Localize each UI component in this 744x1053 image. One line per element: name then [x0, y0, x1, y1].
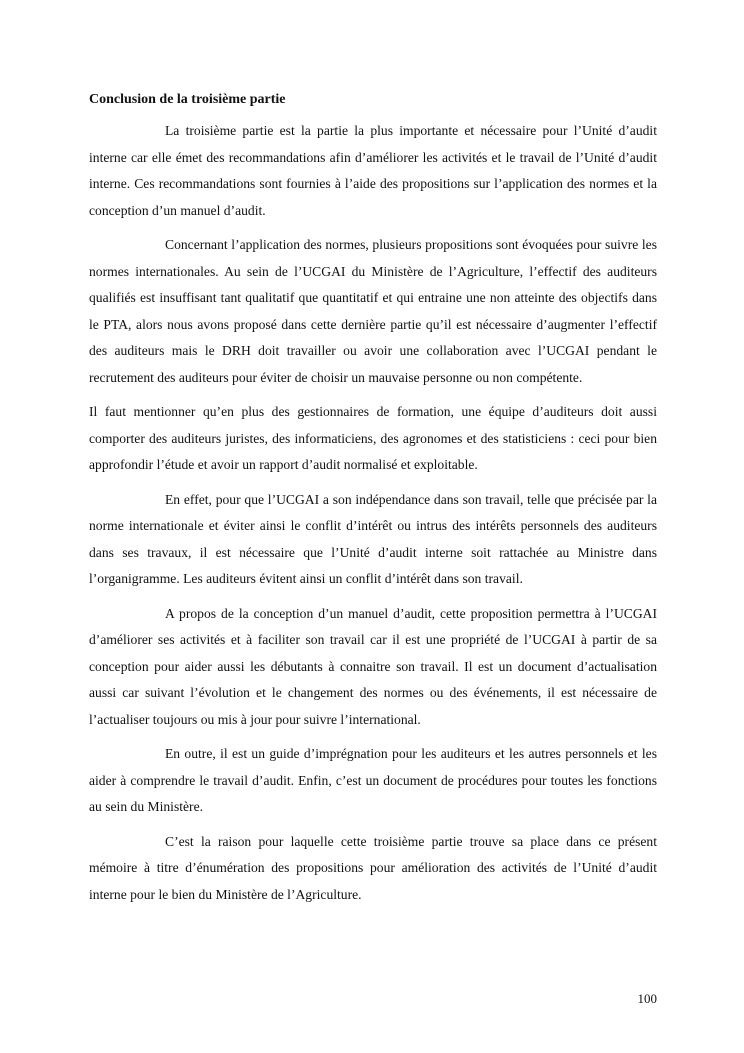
document-page: [89, 90, 657, 916]
paragraph-independence: En effet, pour que l’UCGAI a son indépendance dans son travail, telle que précisée par la norme internationale et éviter ainsi le conflit d’intérêt ou intrus des intérêts personnels des auditeurs dans ses travaux, il est nécessaire que l’Unité d’audit interne soit rattachée au Ministre dans l’organigramme. Les auditeurs évitent ainsi un conflit d’intérêt dans son travail.: [89, 491, 657, 586]
paragraph-manual: A propos de la conception d’un manuel d’audit, cette proposition permettra à l’UCGAI d’améliorer ses activités et à faciliter son travail car il est une propriété de l’UCGAI à partir de sa conception pour aider aussi les débutants à connaitre son travail. Il est un document d’actualisation aussi car suivant l’évolution et le changement des normes ou des événements, il est nécessaire de l’actualiser toujours ou mis à jour pour suivre l’international.: [89, 605, 657, 727]
paragraph-audit-team: Il faut mentionner qu’en plus des gestionnaires de formation, une équipe d’auditeurs doit aussi comporter des auditeurs juristes, des informaticiens, des agronomes et des statisticiens : ceci pour bien approfondir l’étude et avoir un rapport d’audit normalisé et exploitable.: [89, 404, 657, 472]
paragraph-norms: Concernant l’application des normes, plusieurs propositions sont évoquées pour suivre les normes internationales. Au sein de l’UCGAI du Ministère de l’Agriculture, l’effectif des auditeurs qualifiés est insuffisant tant qualitatif que quantitatif et qui entraine une non atteinte des objectifs dans le PTA, alors nous avons proposé dans cette dernière partie qu’il est nécessaire d’augmenter l’effectif des auditeurs mais le DRH doit travailler ou avoir une collaboration avec l’UCGAI pendant le recrutement des auditeurs pour éviter de choisir un mauvaise personne ou non compétente.: [89, 237, 657, 385]
page-number: 100: [637, 991, 657, 1006]
paragraph-intro: La troisième partie est la partie la plus importante et nécessaire pour l’Unité d’audit interne car elle émet des recommandations afin d’améliorer les activités et le travail de l’Unité d’audit interne. Ces recommandations sont fournies à l’aide des propositions sur l’application des normes et la conception d’un manuel d’audit.: [89, 123, 657, 218]
section-heading: Conclusion de la troisième partie: [89, 92, 286, 107]
paragraph-closing: C’est la raison pour laquelle cette troisième partie trouve sa place dans ce présent mémoire à titre d’énumération des propositions pour amélioration des activités de l’Unité d’audit interne pour le bien du Ministère de l’Agriculture.: [89, 833, 657, 902]
paragraph-guide: En outre, il est un guide d’imprégnation pour les auditeurs et les autres personnels et les aider à comprendre le travail d’audit. Enfin, c’est un document de procédures pour toutes les fonctions au sein du Ministère.: [89, 746, 657, 814]
